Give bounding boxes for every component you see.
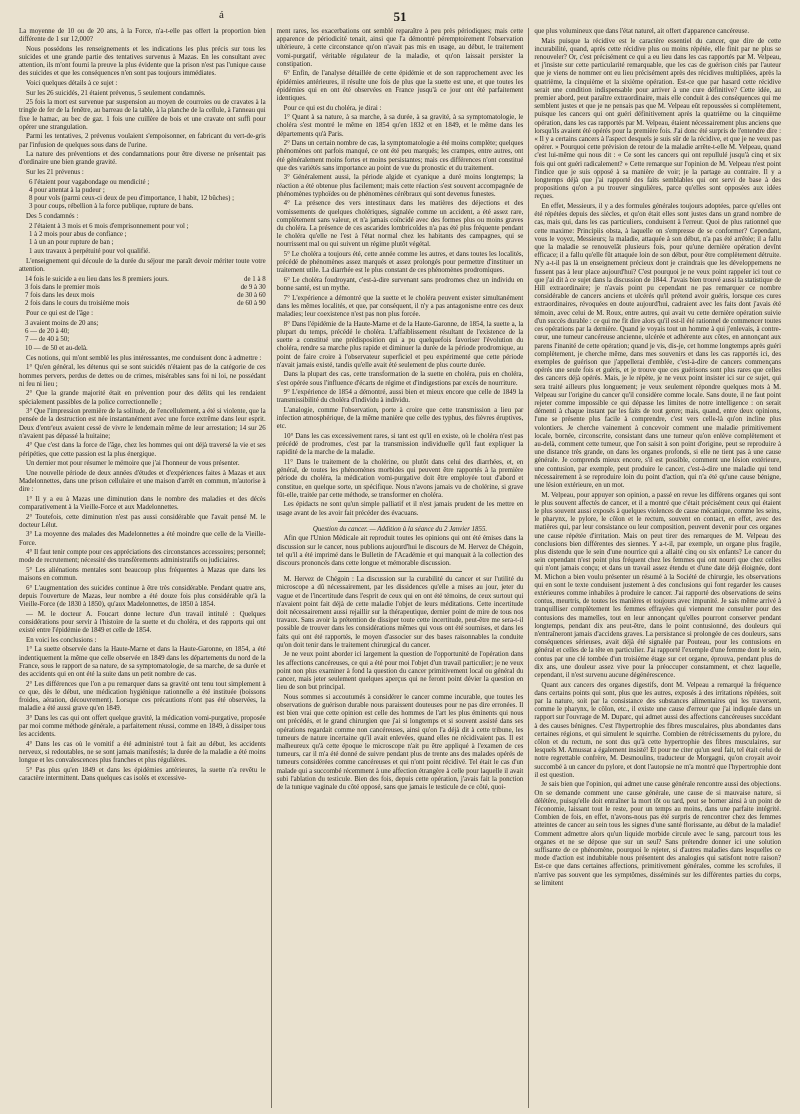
paragraph: Nous possédons les renseignements et les indications les plus précis sur tous les suicides et une grande partie des tentatives survenus à Mazas. En les consultant avec attention, ils m'ont fourni la preuve la plus évidente que la prison n'est pas l'unique cause des suicides et que les conséquences n'en sont pas toujours immédiates.	[19, 45, 266, 78]
paragraph: 2° Que la grande majorité était en prévention pour des délits qui les rendaient spécialement passibles de la police correctionnelle ;	[19, 390, 266, 406]
table-row	[25, 284, 266, 292]
paragraph: 4° Dans les cas où le vomitif a été administré tout à fait au début, les accidents nerveux, si redoutables, ne se sont jamais manifestés; la durée de la maladie a été moins longue et les convalescences plus franches et plus régulières.	[19, 740, 266, 765]
paragraph: 4° Il faut tenir compte pour ces appréciations des circonstances accessoires; personnel; mode de recrutement; nécessité des transfèrements administratifs ou judiciaires.	[19, 549, 266, 565]
table-row	[25, 276, 266, 284]
section-divider	[338, 521, 461, 522]
column-1	[14, 28, 271, 1108]
table-cell: 6 — de 20 à 40;	[25, 328, 70, 336]
paragraph: La moyenne de 10 ou de 20 ans, à la Force, n'a-t-elle pas offert la proportion bien différente de 1 sur 12,000?	[19, 28, 266, 44]
prevenus-list	[29, 179, 266, 212]
paragraph: 6° L'augmentation des suicides continue à être très considérable. Pendant quatre ans, depuis l'ouverture de Mazas, leur nombre a été douze fois plus considérable qu'à la Vieille-Force (de 1830 à 1850), qu'aux Madelonnettes, de 1850 à 1854.	[19, 584, 266, 609]
table-cell: de 1 à 8	[244, 275, 266, 283]
list-item: 2 l'étaient à 3 mois et 6 mois d'emprisonnement pour vol ;	[29, 222, 189, 230]
page-mark: á	[219, 9, 224, 21]
paragraph: 1° Qu'en général, les détenus qui se sont suicidés n'étaient pas de la catégorie de ces hommes pervers, perdus de dettes ou de crimes, misérables sans foi ni loi, ne possédant ni feu ni lieu ;	[19, 364, 266, 388]
paragraph: 25 fois la mort est survenue par suspension au moyen de courroies ou de cravates à la tringle de fer de la fenêtre, au barreau de la table, à la planche de la cellule, à l'anneau qui fixe le hamac, au bec de gaz. 1 fois une cuillère de bois et une cravate ont suffi pour opérer une strangulation.	[19, 99, 266, 131]
paragraph: Parmi les tentatives, 2 prévenus voulaient s'empoisonner, en fabricant du vert-de-gris par l'infusion de quelques sous dans de l'urine.	[19, 133, 266, 149]
paragraph: 5° Le choléra a toujours été, cette année comme les autres, et dans toutes les localités, précédé de phénomènes assez marqués et assez prolongés pour permettre d'instituer un traitement utile. La diarrhée est le plus constant de ces phénomènes prodromiques.	[276, 251, 524, 275]
paragraph: 2° Les différences que l'on a pu remarquer dans sa gravité ont tenu tout simplement à ce que, dès le début, une médication hygiénique rationnelle a été instituée (boissons froides, aération, découvrement). Lorsque ces précautions n'ont pas été observées, la maladie a été aussi grave qu'en 1849.	[19, 680, 266, 713]
paragraph: Quant aux cancers des organes digestifs, dont M. Velpeau a remarqué la fréquence dans certains points qui sont, plus que les autres, exposés à des irritations répétées, soit par la nature, soit par la consistance des substances alimentaires qui les traversent, comme le pharynx, le côlon, etc., il existe une cause d'erreur que j'ai indiquée dans un rapport sur l'ouvrage de M. Duparc, qui admet aussi des affections cancéreuses succédant à des causes bénignes. C'est l'hypertrophie des fibres musculaires, plus abondantes dans certaines régions, et qui simulent le squirrhe. Combien de rétrécissements du pylore, du côlon et du rectum, ne sont dus qu'à cette hypertrophie des fibres musculaires, sur lesquels M. Amussat a également insisté! Et pour ne citer qu'un seul fait, tel était celui de notre regrettable confrère, M. Desmoulins, traducteur de Morgagni, qu'on croyait avoir succombé à un cancer du pylore, et dont l'autopsie ne m'a montré que l'hypertrophie dont il est question.	[534, 681, 782, 779]
table-cell: 14 fois le suicide a eu lieu dans les 8 premiers jours.	[25, 275, 169, 283]
paragraph: M. Hervez de Chégoin : La discussion sur la curabilité du cancer et sur l'utilité du microscope a dû nécessairement, par les dissidences qu'elle a mises au jour, jeter du vague et de l'incertitude dans l'esprit de ceux qui en ont été témoins, de ceux surtout qui n'avaient point fait déjà de cette maladie l'objet de leurs méditations. Cette incertitude doit nécessairement aussi rejaillir sur la thérapeutique, dernier point de mire de tous nos travaux. Sans avoir la prétention de dissiper toute cette incertitude, peut-être me sera-t-il possible de trouver dans les considérations mêmes qui vous ont été soumises, et dans les faits qui ont été rapportés, le moyen d'associer sur des bases raisonnables la conduite qu'on doit tenir dans le traitement chirurgical du cancer.	[276, 576, 524, 649]
age-table	[25, 320, 266, 353]
page-number: 51	[393, 9, 407, 24]
paragraph: 3° Que l'impression première de la solitude, de l'encellulement, a été si violente, que la pensée de la destruction est née instantanément avec une force extrême dans leur esprit. Deux d'entr'eux avaient cessé de vivre le lendemain même de leur arrestation; 14 sur 26 n'avaient pas dépassé la huitaine;	[19, 408, 266, 440]
table-cell: 7 fois dans les deux mois	[25, 292, 95, 299]
paragraph: Les épidacts ne sont qu'un simple palliatif et il n'est jamais prudent de les mettre en usage avant de les avoir fait précéder des évacuans.	[276, 501, 524, 517]
table-cell: 7 — de 40 à 50;	[25, 336, 70, 344]
page-header	[14, 8, 786, 28]
paragraph: 1° Quant à sa nature, à sa marche, à sa durée, à sa gravité, à sa symptomatologie, le choléra s'est montré le même en 1854 qu'en 1832 et en 1849, et le même dans les départements qu'à Paris.	[276, 114, 524, 138]
paragraph: Sur les 21 prévenus :	[26, 168, 84, 176]
text-columns	[14, 28, 786, 1108]
paragraph: Pour ce qui est de l'âge :	[26, 310, 94, 318]
paragraph: 2° Dans un certain nombre de cas, la symptomatologie a été moins complète; quelques phénomènes ont parfois manqué, ce ont été peu marqués; les crampes, entre autres, ont été généralement moins fortes et moins persistantes; mais ces différences n'ont constitué que des variétés sans importance au point de vue du pronostic et du traitement.	[276, 140, 524, 172]
paragraph: Des 5 condamnés :	[26, 213, 79, 221]
paragraph: — M. le docteur A. Foucart donne lecture d'un travail intitulé : Quelques considérations pour servir à l'histoire de la suette et du choléra, et des rapports qui ont existé entre l'épidémie de 1849 et celle de 1854.	[19, 610, 266, 635]
paragraph: La nature des préventions et des condamnations pour être diverse ne présentait pas d'ordinaire une bien grande gravité.	[19, 151, 266, 167]
paragraph: Afin que l'Union Médicale ait reproduit toutes les opinions qui ont été émises dans la discussion sur le cancer, nous publions aujourd'hui le discours de M. Hervez de Chégoin, tel qu'il a été imprimé dans le Bulletin de l'Académie et qui manquait à la collection des discours prononcés dans cette longue et mémorable discussion.	[276, 535, 524, 568]
paragraph: 3° Dans les cas qui ont offert quelque gravité, la médication vomi-purgative, proposée par moi comme méthode générale, a parfaitement réussi, comme en 1849, à dissiper tous les accidents.	[19, 714, 266, 739]
paragraph: que plus volumineux que dans l'état naturel, ait offert d'apparence cancéreuse.	[534, 28, 750, 35]
paragraph: 7° L'expérience a démontré que la suette et le choléra peuvent exister simultanément dans les mêmes localités, et que, par conséquent, il n'y a pas antagonisme entre ces deux maladies; leur coexistence n'est pas non plus forcée.	[276, 294, 524, 319]
paragraph: ment rares, les exacerbations ont semblé reparaître à peu près périodiques; mais cette apparence de périodicité tenait, ainsi que l'a démontré péremptoirement l'observation ultérieure, à cette circonstance qu'on n'avait pas mis en usage, au début, le traitement vomi-purgatif, véritable régulateur de la maladie, et qu'on laissait persister la constipation.	[276, 28, 524, 68]
paragraph: En voici les conclusions :	[26, 636, 97, 644]
paragraph: M. Velpeau, pour appuyer son opinion, a passé en revue les différens organes qui sont le plus souvent affectés de cancer, et il a montré que c'était précisément ceux qui étaient le plus souvent aussi exposés à quelques violences de cause mécanique, comme les seins, le pharynx, le pylore, le côlon et le rectum, souvent en contact, en effet, avec des matières qui, par leur consistance ou leur composition, peuvent devenir pour ces organes une cause répétée d'irritation. Mais on peut tirer des remarques de M. Velpeau des conclusions bien différentes des siennes. Y a-t-il, par exemple, un organe plus fragile, plus distendu que le sein d'une nourrice qui a allaité cinq ou six enfants? Le cancer du sein cependant n'est point plus fréquent chez les femmes qui ont nourri que chez celles qui n'ont jamais conçu; et dans un travail assez étendu et d'une date déjà éloignée, dont M. Michon a bien voulu présenter un résumé à la Société de chirurgie, les observations qui en sont le texte conduisent justement à des conclusions qui font regarder les causes extérieures comme inhabiles à produire le cancer. J'ai rapporté des observations de seins contus, meurtris, de toutes les manières et toujours avec impunité. Je sais même arrivé à tranquilliser complètement les femmes effrayées qui viennent me consulter pour des contusions des mamelles, tout en leur annonçant qu'elles pourront conserver pendant longtemps, pendant dix ans peut-être, dans le point contusionné, des douleurs qui n'entraîneront jamais d'accidens graves. La persistance si prolongée de ces douleurs, sans conséquences sérieuses, avait déjà été signalée par Pouteau, pour les contusions en général et celles de la tête en particulier. J'ai rapporté l'exemple d'une femme dont le sein, contus par une clé tombée d'un troisième étage sur cet organe, éprouva, pendant plus de dix ans, une douleur assez vive pour la préoccuper constamment, et chez laquelle, cependant, il n'est survenu aucune dégénérescence.	[534, 491, 782, 680]
paragraph: Un dernier mot pour résumer le mémoire que j'ai l'honneur de vous présenter.	[26, 460, 240, 468]
paragraph: L'enseignement qui découle de la durée du séjour me paraît devoir mériter toute votre attention.	[19, 257, 266, 273]
paragraph: 10° Dans les cas excessivement rares, si tant est qu'il en existe, où le choléra n'est pas précédé de prodromes, c'est par la transmission individuelle qu'il faut expliquer la rapidité de la marche de la maladie.	[276, 433, 524, 457]
table-row	[25, 336, 266, 344]
paragraph: 3° La moyenne des malades des Madelonnettes a été moindre que celle de la Vieille-Force.	[19, 531, 266, 547]
paragraph: 4° Que c'est dans la force de l'âge, chez les hommes qui ont déjà traversé la vie et ses péripéties, que cette passion est la plus énergique.	[19, 442, 266, 458]
paragraph: 3° Généralement aussi, la période algide et cyanique a duré moins longtemps; la réaction a été obtenue plus facilement; mais cette réaction s'est souvent accompagnée de phénomènes typhoïdes ou de phénomènes cérébraux qui sont devenus funestes.	[276, 174, 524, 198]
table-row	[25, 292, 266, 300]
paragraph: L'analogie, comme l'observation, porte à croire que cette transmission a lieu par infection atmosphérique, de la même manière que celle des typhus, des fièvres éruptives, etc.	[276, 407, 524, 431]
list-item: 6 l'étaient pour vagabondage ou mendicité ;	[29, 178, 150, 186]
list-item: 1 à un an pour rupture de ban ;	[29, 239, 114, 247]
list-item: 4 pour attentat à la pudeur ;	[29, 186, 105, 194]
table-cell: 3 avaient moins de 20 ans;	[25, 320, 99, 327]
table-cell: 2 fois dans le cours du troisième mois	[25, 300, 130, 308]
list-item: 1 aux travaux à perpétuité pour vol qualifié.	[29, 247, 150, 255]
paragraph: 8° Dans l'épidémie de la Haute-Marne et de la Haute-Garonne, de 1854, la suette a, la plupart du temps, précédé le choléra. L'affaiblissement résultant de l'existence de la suette a constitué une prédisposition qui a pu quelquefois favoriser l'évolution du choléra, rendre sa marche plus rapide et diminuer la durée de la période prodromique, au point de faire croire à l'observateur superficiel et peu expérimenté que cette période n'avait jamais existé, tandis qu'elle avait été seulement de plus courte durée.	[276, 320, 524, 369]
paragraph: Sur les 26 suicidés, 21 étaient prévenus, 5 seulement condamnés.	[26, 89, 206, 97]
paragraph: Je sais bien que l'opinion, qui admet une cause générale rencontre aussi des objections. On se demande comment une cause générale, une cause de si mauvaise nature, si délétère, puisqu'elle doit entraîner la mort tôt ou tard, peut se borner ainsi à un point de l'économie, laissant tout le reste, pour un temps au moins, dans une parfaite intégrité. Combien de fois, en effet, n'avons-nous pas été surpris de rencontrer chez des femmes atteintes de cancer au sein tous les signes d'une santé florissante, au début de la maladie! Comment admettre alors qu'un liquide morbide circule avec le sang, parcourt tous les organes et ne se dépose que sur un seul? Sans prétendre donner ici une solution suffisante de ce phénomène, pourquoi le rejeter, si d'autres maladies dans lesquelles ce mode d'action est indubitable nous présentent des analogies qui satisfont notre raison? Est-ce que dans certaines affections, primitivement générales, comme les scrofules, il n'arrive pas souvent que les symptômes, disséminés sur les différentes parties du corps, se limitent	[534, 781, 782, 887]
section-heading: Question du cancer. — Addition à la séance du 2 Janvier 1855.	[312, 525, 488, 533]
table-cell: de 9 à 30	[240, 283, 266, 291]
paragraph: Nous sommes si accoutumés à considérer le cancer comme incurable, que toutes les observations de guérison durable nous paraissent douteuses pour ne pas dire erronées. Il est bien vrai que cette opinion est celle des hommes de l'art les plus éminents qui nous ont précédés, et le grand chirurgien que j'ai si longtemps et si souvent assisté dans ses opérations regardait comme non cancéreuses, ainsi qu'on l'a déjà dit à cette tribune, les tumeurs de nature incertaine qu'il avait enlevées, quand elles ne récidivaient pas. Il est malheureux qu'à cette époque le microscope n'ait pu être appliqué à l'examen de ces tumeurs, car il m'a été donné de suivre pendant plus de trente ans des malades opérés de tumeurs considérées comme cancéreuses et qui n'ont point récidivé. Tel était le cas d'un malade qui a succombé récemment à une affection étrangère à celle pour laquelle il avait subi l'ablation du testicule. Bien des fois, depuis cette opération, j'avais fait la ponction de la tunique vaginale du côté opposé, sans que jamais le testicule de ce côté, quoi-	[276, 693, 524, 792]
paragraph: Ces notions, qui m'ont semblé les plus intéressantes, me conduisent donc à admettre :	[26, 354, 262, 362]
table-cell: de 30 à 60	[237, 292, 266, 299]
table-row	[25, 300, 266, 308]
paragraph: 2° Toutefois, cette diminution n'est pas aussi considérable que l'avait pensé M. le docteur Lélut.	[19, 513, 266, 529]
paragraph: 9° L'expérience de 1854 a démontré, aussi bien et mieux encore que celle de 1849 la transmissibilité du choléra d'individu à individu.	[276, 389, 524, 405]
paragraph: 4° La présence des vers intestinaux dans les matières des déjections et des vomissements de quelques cholériques, signalée comme un accident, a été assez rare, complètement sans valeur, et n'a jamais coïncidé avec des formes plus ou moins graves du choléra. La présence de ces ascarides lombricoïdes n'a pas été plus fréquente pendant le choléra qu'elle ne l'est à l'état normal chez les habitants des campagnes, qui se nourrissent mal ou qui suivent un régime plutôt végétal.	[276, 200, 524, 249]
paragraph: Mais puisque la récidive est le caractère essentiel du cancer, que dire de cette incurabilité, quand, après cette récidive plus ou moins répétée, elle finit par ne plus se renouveler? Or, c'est précisément ce qui a eu lieu dans les cas rapportés par M. Velpeau, et j'insiste sur cette particularité remarquable, que les cas de guérison cités par l'auteur que je viens de nommer ont eu lieu précisément après des récidives multipliées, après la quatrième, la cinquième et la sixième opération. Est-ce que par hasard cette récidive serait une condition indispensable pour arriver à une cure définitive? Cette idée, au premier abord, peut paraître extraordinaire, mais elle conduit à des conséquences qui me semblent justes et que je ne pensais pas que M. Velpeau eût repoussées si complètement, puisque les cancers qui ont guéri définitivement après la quatrième ou la cinquième opération, dans les cas rapportés par M. Velpeau, étaient nécessairement plus anciens que lorsqu'ils avaient été opérés pour la première fois. J'ai donc été surpris de l'entendre dire : « Il y a certains cancers à l'aspect desquels je suis sûr de la récidive, et que je ne veux pas opérer. » Pourquoi cette prévision de retour de la maladie arrête-t-elle M. Velpeau, quand c'est lui-même qui nous dit : « Ce sont les cancers qui ont repullulé jusqu'à cinq et six fois qui ont guéri radicalement? » Cette remarque sur l'opinion de M. Velpeau n'est point l'indice que je suis opposé à sa manière de voir; je la partage au contraire. Il y a longtemps déjà que j'ai rapporté des faits semblables qui ont servi de base à des propositions qu'on a pu trouver singulières, parce qu'elles sont opposées aux idées reçues.	[534, 37, 782, 201]
list-item: 8 pour vols (parmi ceux-ci deux de peu d'importance, 1 habit, 12 bûches) ;	[29, 194, 235, 202]
paragraph: 6° Le choléra foudroyant, c'est-à-dire survenant sans prodromes chez un individu en bonne santé, est un mythe.	[276, 277, 524, 293]
table-cell: de 60 à 90	[237, 300, 266, 308]
table-row	[25, 320, 266, 328]
paragraph: 1° La suette observée dans la Haute-Marne et dans la Haute-Garonne, en 1854, a été indentiquement la même que celle observée en 1849 dans les départements du nord de la France, sous le rapport de sa nature, de sa symptomatologie, de sa marche, de sa durée et des accidents qui en ont été la suite dans un petit nombre de cas.	[19, 646, 266, 678]
duration-table	[25, 276, 266, 309]
paragraph: 5° Les aliénations mentales sont beaucoup plus fréquentes à Mazas que dans les maisons en commun.	[19, 566, 266, 583]
paragraph: 6° Enfin, de l'analyse détaillée de cette épidémie et de son rapprochement avec les épidémies antérieures, il résulte une fois de plus que la suette est une, et que toutes les épidémies qui en ont été observées en France jusqu'à ce jour ont été parfaitement identiques.	[276, 70, 524, 103]
paragraph: Voici quelques détails à ce sujet :	[26, 80, 118, 87]
paragraph: 11° Dans le traitement de la cholérine, ou plutôt dans celui des diarrhées, et, en général, de toutes les phénomènes morbides qui peuvent être rapportés à la première période du choléra, la médication vomi-purgative doit être employée tout d'abord et constitue, en quelque sorte, un spécifique. Nous n'avons jamais vu de cholérine, si grave fût-elle, traitée par cette méthode, se transformer en choléra.	[276, 459, 524, 499]
paragraph: Une nouvelle période de deux années d'études et d'expériences faites à Mazas et aux Madelonnettes, dans une prison cellulaire et une maison d'arrêt en commun, m'autorise à dire :	[19, 469, 266, 494]
paragraph: Pour ce qui est du choléra, je dirai :	[283, 104, 382, 112]
paragraph: 1° Il y a eu à Mazas une diminution dans le nombre des maladies et des décès comparativement à la Vieille-Force et aux Madelonnettes.	[19, 495, 266, 511]
paragraph: Je ne veux point aborder ici largement la question de l'opportunité de l'opération dans les affections cancéreuses, ce qui a été pour moi l'objet d'un travail particulier; je ne veux point non plus examiner à fond la question du cancer primitivement local ou général du cancer, mais jeter seulement quelques aperçus qui ne feront point dévier la question en lieu de son but principal.	[276, 651, 524, 692]
paragraph: Dans la plupart des cas, cette transformation de la suette en choléra, puis en choléra, s'est opérée sous l'influence d'écarts de régime et d'indigestions par excès de nourriture.	[276, 371, 524, 387]
paragraph: 5° Pas plus qu'en 1849 et dans les épidémies antérieures, la suette n'a revêtu le caractère intermittent. Dans quelques cas isolés et excessive-	[19, 766, 266, 782]
table-row	[25, 345, 266, 353]
table-cell: 3 fois dans le premier mois	[25, 283, 100, 291]
list-item: 3 pour coups, rébellion à la force publique, rupture de bans.	[29, 203, 194, 211]
paragraph: En effet, Messieurs, il y a des formules générales toujours adoptées, parce qu'elles ont été répétées depuis des siècles, et qu'on était elles sont justes dans un grand nombre de cas, mais qui, dans les cas particuliers, conduisent à l'erreur. Quoi de plus rationnel que cette maxime: Principiis obsta, à laquelle on s'empresse de se conformer? Cependant, vous le voyez, Messieurs; la maladie, attaquée à son début, n'a pas été arrêtée; il a fallu que la maladie se renouvelât plusieurs fois, pour qu'une dernière opération devînt efficace; il a fallu qu'elle fût attaquée loin de son début, pour être complètement détruite. N'y a-t-il pas là un enseignement précieux dont je craindrais que les développemens ne fussent pas à leur place aujourd'hui? C'est pourquoi je ne veux point rappeler ici tout ce que j'ai dit à ce sujet dans la discussion de 1844. J'avais bien trouvé aussi la statistique de Hill extraordinaire; je n'avais point pu cependant ne pas remarquer ce nombre considérable de cancers anciens et ulcérés qu'il prétend avoir guéris, lorsque ces cures extraordinaires, révoquées en doute aujourd'hui, cadraient avec les faits dont j'avais été témoin, avec celui de M. Roux, entre autres, qui avait vu cette dernière opération suivie d'un succès durable : ce qui me fit dire alors qu'il est-il été rationnel de commencer toutes ces opérations par la dernière. Quand je voyais tout un homme à qui j'enlevais, à contre-cœur, une tumeur cancéreuse ancienne, ulcérée et adhérente aux côtes, en annonçant aux parens l'inanité de cette opération; quand je vis, dis-je, cet homme longtemps après guéri complètement, je cherche même, dans mes souvenirs et dans les cas rapportés ici, des exemples de guérison que j'appellerai d'emblée, c'est-à-dire de cancers commençans opérés une seule fois et guéris, et je trouve que ces guérisons sont plus rares que celles des cancers déjà opérés. Mais, je le répète, je ne veux point insister ici sur ce sujet, qui sera traité ailleurs plus longuement; je veux seulement répondre quelques mots à M. Velpeau sur l'origine du cancer qu'il considère comme locale. Sans doute, il ne faut point rejeter comme impossible ce qui dépasse les limites de notre intelligence : on serait démenti à chaque instant par les faits de tout genre; mais, quand, entre deux opinions, l'une se présente plus facile à comprendre, c'est vers celle-là qu'on incline plus volontiers. Je cherche vainement à concevoir comment une maladie primitivement locale, bornée, circonscrite, consistant dans une tumeur qu'on enlève complètement et au-delà, comment cette tumeur, que l'on saisit à son point d'origine, peut se reproduire à une distance très grande, on dans les organes profonds, si elle ne tient pas à une cause générale. Je comprends mieux encore, s'il est possible, comment une lésion extérieure, une contusion, par exemple, peut produire le cancer, c'est-à-dire une maladie qui tend nécessairement à se reproduire loin du point d'action, qui n'a été qu'une cause bénigne, une lésion extérieure, en un mot.	[534, 203, 782, 489]
column-3	[528, 28, 786, 1108]
table-row	[25, 328, 266, 336]
condamnes-list	[29, 223, 266, 256]
table-cell: 10 — de 50 et au-delà.	[25, 344, 88, 352]
section-divider	[338, 571, 461, 572]
list-item: 1 à 2 mois pour abus de confiance ;	[29, 231, 127, 239]
column-2	[271, 28, 529, 1108]
